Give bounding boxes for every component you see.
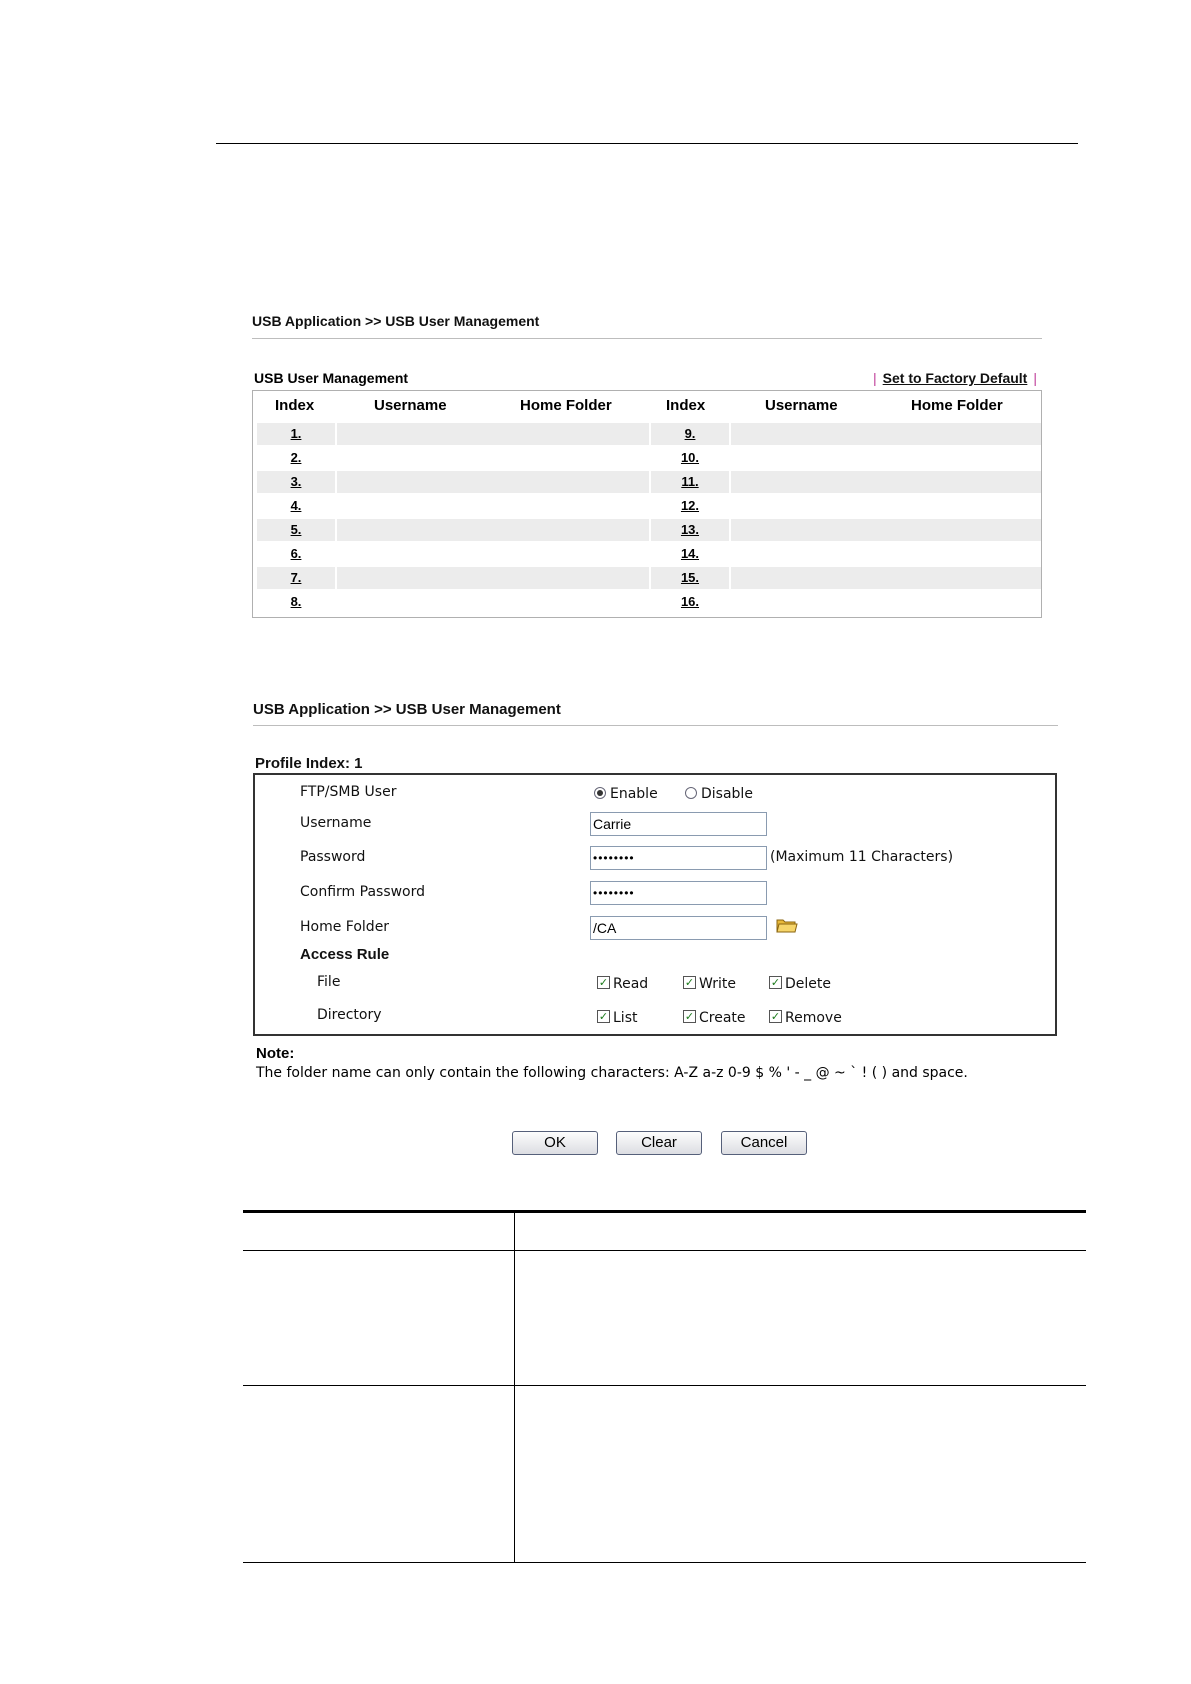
section-title: USB User Management [254, 370, 409, 386]
breadcrumb-divider [252, 338, 1042, 339]
profile-index-link[interactable]: 2. [290, 450, 302, 465]
table-top-rule [243, 1210, 1086, 1213]
table-row [257, 543, 1037, 565]
delete-label: Delete [785, 976, 831, 992]
directory-label: Directory [317, 1007, 382, 1023]
table-row [257, 471, 1037, 493]
breadcrumb: USB Application >> USB User Management [252, 313, 540, 329]
profile-index-link[interactable]: 7. [257, 567, 335, 589]
table-row [257, 447, 1037, 469]
home-folder-cell [492, 567, 649, 589]
home-folder-label: Home Folder [300, 919, 390, 935]
username-cell [731, 543, 886, 565]
clear-button[interactable]: Clear [616, 1131, 702, 1155]
table-column-divider [514, 1212, 515, 1563]
username-cell [337, 423, 492, 445]
password-hint: (Maximum 11 Characters) [770, 849, 954, 865]
username-cell [337, 447, 492, 469]
password-label: Password [300, 849, 366, 865]
list-label: List [613, 1010, 638, 1026]
profile-index-link[interactable]: 5. [257, 519, 335, 541]
note-title: Note: [256, 1045, 295, 1062]
ftp-smb-user-label: FTP/SMB User [300, 784, 397, 800]
home-folder-cell [886, 567, 1041, 589]
column-header-home-folder: Home Folder [911, 397, 1003, 414]
column-header-index: Index [666, 397, 706, 414]
home-folder-cell [886, 591, 1041, 613]
username-cell [731, 591, 886, 613]
column-header-index: Index [275, 397, 315, 414]
factory-default-bar [867, 370, 1043, 386]
column-header-home-folder: Home Folder [520, 397, 612, 414]
username-cell [337, 495, 492, 517]
write-label: Write [699, 976, 736, 992]
table-row-rule [243, 1385, 1086, 1386]
set-factory-default-link[interactable]: Set to Factory Default [882, 370, 1028, 386]
table-row [257, 423, 1037, 445]
home-folder-cell [492, 543, 649, 565]
column-header-username: Username [765, 397, 838, 414]
folder-browse-icon[interactable] [776, 916, 798, 934]
username-input[interactable]: Carrie [590, 812, 767, 836]
write-checkbox[interactable]: ✓ [684, 976, 695, 989]
home-folder-input[interactable]: /CA [590, 916, 767, 940]
username-cell [337, 591, 492, 613]
file-label: File [317, 974, 341, 990]
profile-form [253, 773, 1057, 1036]
ok-button[interactable]: OK [512, 1131, 598, 1155]
table-bottom-rule [243, 1562, 1086, 1563]
table-header-rule [243, 1250, 1086, 1251]
user-list-table [252, 390, 1042, 618]
column-header-username: Username [374, 397, 447, 414]
create-label: Create [699, 1010, 746, 1026]
home-folder-cell [492, 519, 649, 541]
profile-index-link[interactable]: 10. [680, 450, 700, 465]
profile-index-link[interactable]: 14. [680, 546, 700, 561]
username-cell [337, 567, 492, 589]
profile-index-link[interactable]: 12. [680, 498, 700, 513]
table-row [257, 567, 1037, 589]
profile-index-link[interactable]: 3. [257, 471, 335, 493]
profile-index-link[interactable]: 1. [257, 423, 335, 445]
username-cell [731, 447, 886, 469]
username-cell [337, 519, 492, 541]
username-cell [731, 495, 886, 517]
profile-index-link[interactable]: 8. [290, 594, 302, 609]
cancel-button[interactable]: Cancel [721, 1131, 807, 1155]
access-rule-label: Access Rule [300, 946, 390, 963]
table-row [257, 495, 1037, 517]
profile-index-label: Profile Index: 1 [255, 755, 363, 772]
note-text: The folder name can only contain the following characters: A-Z a-z 0-9 $ % ' - _ @ ~ ` ! ( ) and space. [256, 1065, 968, 1081]
home-folder-cell [886, 447, 1041, 469]
home-folder-cell [886, 495, 1041, 517]
list-checkbox[interactable]: ✓ [598, 1010, 609, 1023]
username-cell [337, 543, 492, 565]
home-folder-cell [886, 543, 1041, 565]
username-label: Username [300, 815, 372, 831]
home-folder-cell [886, 423, 1041, 445]
profile-index-link[interactable]: 11. [651, 471, 729, 493]
delete-checkbox[interactable]: ✓ [770, 976, 781, 989]
home-folder-cell [492, 447, 649, 469]
create-checkbox[interactable]: ✓ [684, 1010, 695, 1023]
page-header-rule [216, 143, 1078, 144]
remove-checkbox[interactable]: ✓ [770, 1010, 781, 1023]
username-cell [337, 471, 492, 493]
profile-index-link[interactable]: 13. [651, 519, 729, 541]
password-input[interactable]: •••••••• [590, 846, 767, 870]
home-folder-cell [886, 471, 1041, 493]
disable-radio[interactable] [685, 787, 697, 799]
home-folder-cell [492, 495, 649, 517]
disable-label: Disable [701, 786, 753, 802]
read-checkbox[interactable]: ✓ [598, 976, 609, 989]
username-cell [731, 519, 886, 541]
username-cell [731, 471, 886, 493]
home-folder-cell [492, 471, 649, 493]
table-row [257, 519, 1037, 541]
username-cell [731, 567, 886, 589]
breadcrumb: USB Application >> USB User Management [253, 701, 561, 718]
remove-label: Remove [785, 1010, 842, 1026]
profile-index-link[interactable]: 4. [290, 498, 302, 513]
enable-label: Enable [610, 786, 658, 802]
enable-radio[interactable] [594, 787, 606, 799]
confirm-password-label: Confirm Password [300, 884, 426, 900]
profile-index-link[interactable]: 9. [651, 423, 729, 445]
home-folder-cell [492, 591, 649, 613]
read-label: Read [613, 976, 649, 992]
username-cell [731, 423, 886, 445]
confirm-password-input[interactable]: •••••••• [590, 881, 767, 905]
home-folder-cell [886, 519, 1041, 541]
breadcrumb-divider [253, 725, 1058, 726]
separator: | [873, 370, 877, 386]
table-row [257, 591, 1037, 613]
profile-index-link[interactable]: 16. [680, 594, 700, 609]
home-folder-cell [492, 423, 649, 445]
profile-index-link[interactable]: 6. [290, 546, 302, 561]
profile-index-link[interactable]: 15. [651, 567, 729, 589]
separator: | [1033, 370, 1037, 386]
